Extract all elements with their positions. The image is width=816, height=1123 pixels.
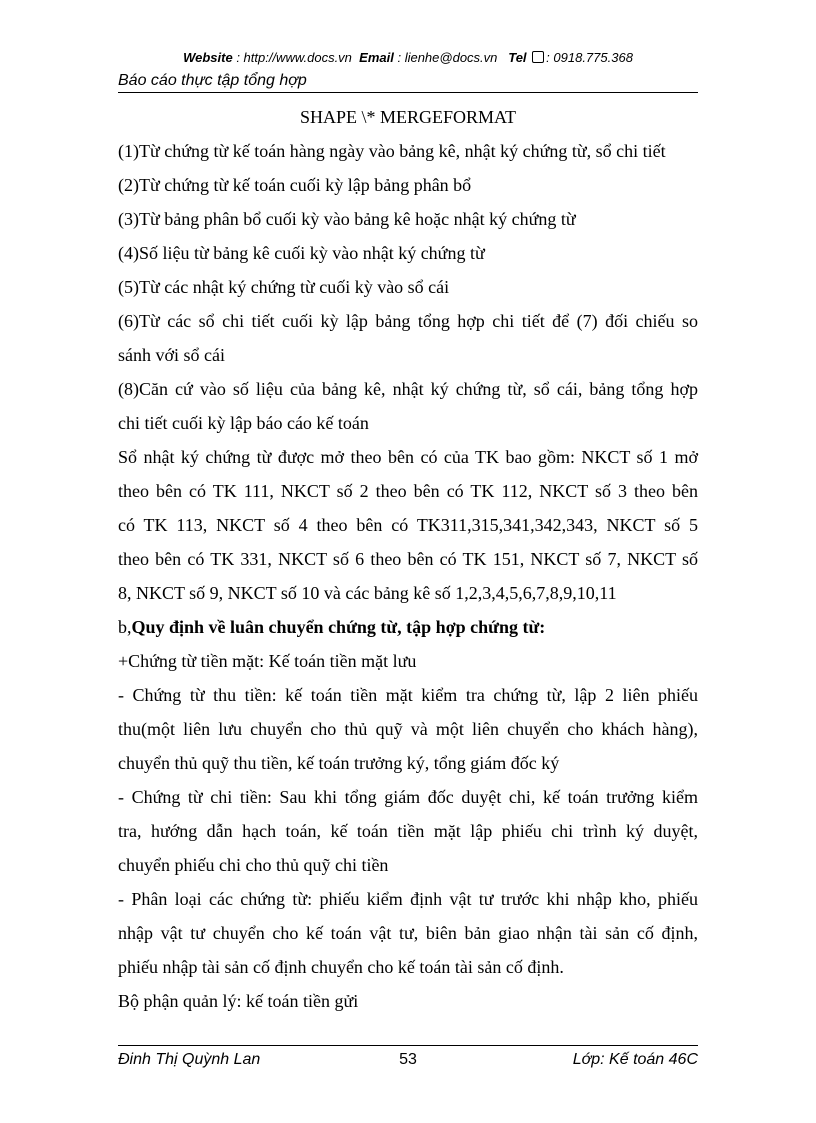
step-5: (5)Từ các nhật ký chứng từ cuối kỳ vào sổ cái [118, 277, 450, 297]
shape-field-line: SHAPE \* MERGEFORMAT [299, 107, 517, 127]
receipt-line-2: thu(một liên lưu chuyển cho thủ quỹ và một liên chuyển cho khách hàng), [118, 719, 698, 739]
journal-paragraph-line-1: Sổ nhật ký chứng từ được mở theo bên có của TK bao gồm: NKCT số 1 mở [118, 447, 698, 467]
page-number: 53 [399, 1051, 417, 1068]
tel-value: : 0918.775.368 [546, 50, 633, 65]
section-b-heading [118, 610, 698, 644]
receipt-line-3: chuyển thủ quỹ thu tiền, kế toán trưởng ký, tổng giám đốc ký [118, 753, 560, 773]
journal-paragraph-line-5: 8, NKCT số 9, NKCT số 10 và các bảng kê số 1,2,3,4,5,6,7,8,9,10,11 [118, 583, 617, 603]
step-2: (2)Từ chứng từ kế toán cuối kỳ lập bảng phân bổ [118, 175, 472, 195]
section-b-title: Quy định về luân chuyển chứng từ, tập hợp chứng từ: [131, 617, 546, 637]
section-b-prefix: b, [118, 617, 132, 637]
tel-label: Tel [508, 50, 527, 65]
phone-icon [532, 51, 544, 63]
management-department: Bộ phận quản lý: kế toán tiền gửi [118, 991, 359, 1011]
email-value: : lienhe@docs.vn [397, 50, 498, 65]
website-header [118, 50, 698, 65]
page-footer [118, 1045, 698, 1074]
step-3: (3)Từ bảng phân bổ cuối kỳ vào bảng kê hoặc nhật ký chứng từ [118, 209, 576, 229]
classification-line-1: - Phân loại các chứng từ: phiếu kiểm định vật tư trước khi nhập kho, phiếu [118, 889, 698, 909]
website-url: : http://www.docs.vn [236, 50, 352, 65]
document-body [118, 100, 698, 1018]
step-6-line-1: (6)Từ các sổ chi tiết cuối kỳ lập bảng tổng hợp chi tiết để (7) đối chiếu so [118, 311, 698, 331]
journal-paragraph-line-2: theo bên có TK 111, NKCT số 2 theo bên có TK 112, NKCT số 3 theo bên [118, 481, 698, 501]
step-1: (1)Từ chứng từ kế toán hàng ngày vào bảng kê, nhật ký chứng từ, sổ chi tiết [118, 141, 666, 161]
payment-line-2: tra, hướng dẫn hạch toán, kế toán tiền mặt lập phiếu chi trình ký duyệt, [118, 821, 698, 841]
footer-author: Đinh Thị Quỳnh Lan [118, 1051, 261, 1068]
step-8-line-2: chi tiết cuối kỳ lập báo cáo kế toán [118, 413, 369, 433]
email-label: Email [359, 50, 394, 65]
classification-line-3: phiếu nhập tài sản cố định chuyển cho kế toán tài sản cố định. [118, 957, 564, 977]
cash-documents: +Chứng từ tiền mặt: Kế toán tiền mặt lưu [118, 651, 417, 671]
footer-class: Lớp: Kế toán 46C [572, 1051, 698, 1068]
payment-line-1: - Chứng từ chi tiền: Sau khi tổng giám đốc duyệt chi, kế toán trưởng kiểm [118, 787, 698, 807]
step-8-line-1: (8)Căn cứ vào số liệu của bảng kê, nhật ký chứng từ, sổ cái, bảng tổng hợp [118, 379, 698, 399]
report-title: Báo cáo thực tập tổng hợp [118, 72, 698, 93]
receipt-line-1: - Chứng từ thu tiền: kế toán tiền mặt kiểm tra chứng từ, lập 2 liên phiếu [118, 685, 698, 705]
journal-paragraph-line-4: theo bên có TK 331, NKCT số 6 theo bên có TK 151, NKCT số 7, NKCT số [118, 549, 698, 569]
website-label: Website [183, 50, 233, 65]
payment-line-3: chuyển phiếu chi cho thủ quỹ chi tiền [118, 855, 389, 875]
journal-paragraph-line-3: có TK 113, NKCT số 4 theo bên có TK311,315,341,342,343, NKCT số 5 [118, 515, 698, 535]
classification-line-2: nhập vật tư chuyển cho kế toán vật tư, biên bản giao nhận tài sản cố định, [118, 923, 698, 943]
step-4: (4)Số liệu từ bảng kê cuối kỳ vào nhật ký chứng từ [118, 243, 485, 263]
step-6-line-2: sánh với sổ cái [118, 345, 225, 365]
